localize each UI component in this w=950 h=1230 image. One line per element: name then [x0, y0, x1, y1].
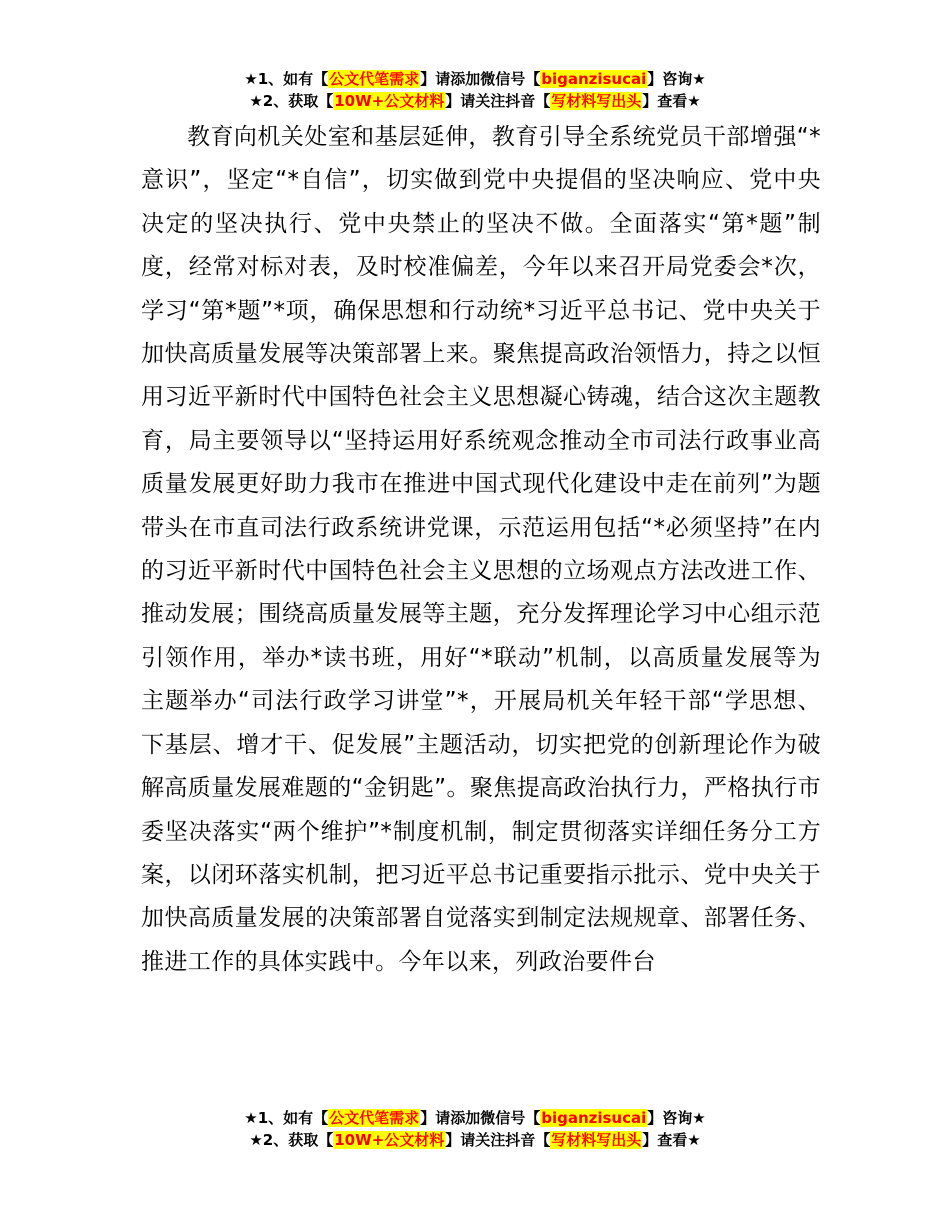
footer-line-2-prefix: ★2、获取【	[249, 1131, 334, 1149]
banner-highlight-materials: 10W+公文材料	[334, 92, 445, 110]
footer-line-2-middle: 】请关注抖音【	[445, 1131, 551, 1149]
footer-line-2-suffix: 】查看★	[642, 1131, 701, 1149]
banner-highlight-service: 公文代笔需求	[329, 70, 420, 88]
banner-highlight-wechat-id: biganzisucai	[541, 70, 647, 88]
footer-highlight-douyin: 写材料写出头	[551, 1131, 642, 1149]
banner-line-1	[0, 68, 950, 90]
header-banner	[0, 68, 950, 112]
footer-line-1-suffix: 】咨询★	[647, 1109, 706, 1127]
banner-line-1-middle: 】请添加微信号【	[420, 70, 541, 88]
footer-highlight-materials: 10W+公文材料	[334, 1131, 445, 1149]
banner-line-2	[0, 90, 950, 112]
footer-banner-line-2	[0, 1129, 950, 1151]
banner-line-2-middle: 】请关注抖音【	[445, 92, 551, 110]
footer-highlight-service: 公文代笔需求	[329, 1109, 420, 1127]
banner-line-2-prefix: ★2、获取【	[249, 92, 334, 110]
footer-highlight-wechat-id: biganzisucai	[541, 1109, 647, 1127]
banner-line-2-suffix: 】查看★	[642, 92, 701, 110]
banner-highlight-douyin: 写材料写出头	[551, 92, 642, 110]
footer-banner-line-1	[0, 1107, 950, 1129]
banner-line-1-suffix: 】咨询★	[647, 70, 706, 88]
footer-line-1-middle: 】请添加微信号【	[420, 1109, 541, 1127]
document-body-paragraph: 教育向机关处室和基层延伸，教育引导全系统党员干部增强“*意识”，坚定“*自信”，切实做到党中央提倡的坚决响应、党中央决定的坚决执行、党中央禁止的坚决不做。全面落实“第*题”制度，经常对标对表，及时校准偏差，今年以来召开局党委会*次，学习“第*题”*项，确保思想和行动统*习近平总书记、党中央关于加快高质量发展等决策部署上来。聚焦提高政治领悟力，持之以恒用习近平新时代中国特色社会主义思想凝心铸魂，结合这次主题教育，局主要领导以“坚持运用好系统观念推动全市司法行政事业高质量发展更好助力我市在推进中国式现代化建设中走在前列”为题带头在市直司法行政系统讲党课，示范运用包括“*必须坚持”在内的习近平新时代中国特色社会主义思想的立场观点方法改进工作、推动发展；围绕高质量发展等主题，充分发挥理论学习中心组示范引领作用，举办*读书班，用好“*联动”机制，以高质量发展等为主题举办“司法行政学习讲堂”*，开展局机关年轻干部“学思想、下基层、增才干、促发展”主题活动，切实把党的创新理论作为破解高质量发展难题的“金钥匙”。聚焦提高政治执行力，严格执行市委坚决落实“两个维护”*制度机制，制定贯彻落实详细任务分工方案，以闭环落实机制，把习近平总书记重要指示批示、党中央关于加快高质量发展的决策部署自觉落实到制定法规规章、部署任务、推进工作的具体实践中。今年以来，列政治要件台	[141, 124, 821, 975]
banner-line-1-prefix: ★1、如有【	[244, 70, 329, 88]
footer-line-1-prefix: ★1、如有【	[244, 1109, 329, 1127]
footer-banner	[0, 1107, 950, 1151]
